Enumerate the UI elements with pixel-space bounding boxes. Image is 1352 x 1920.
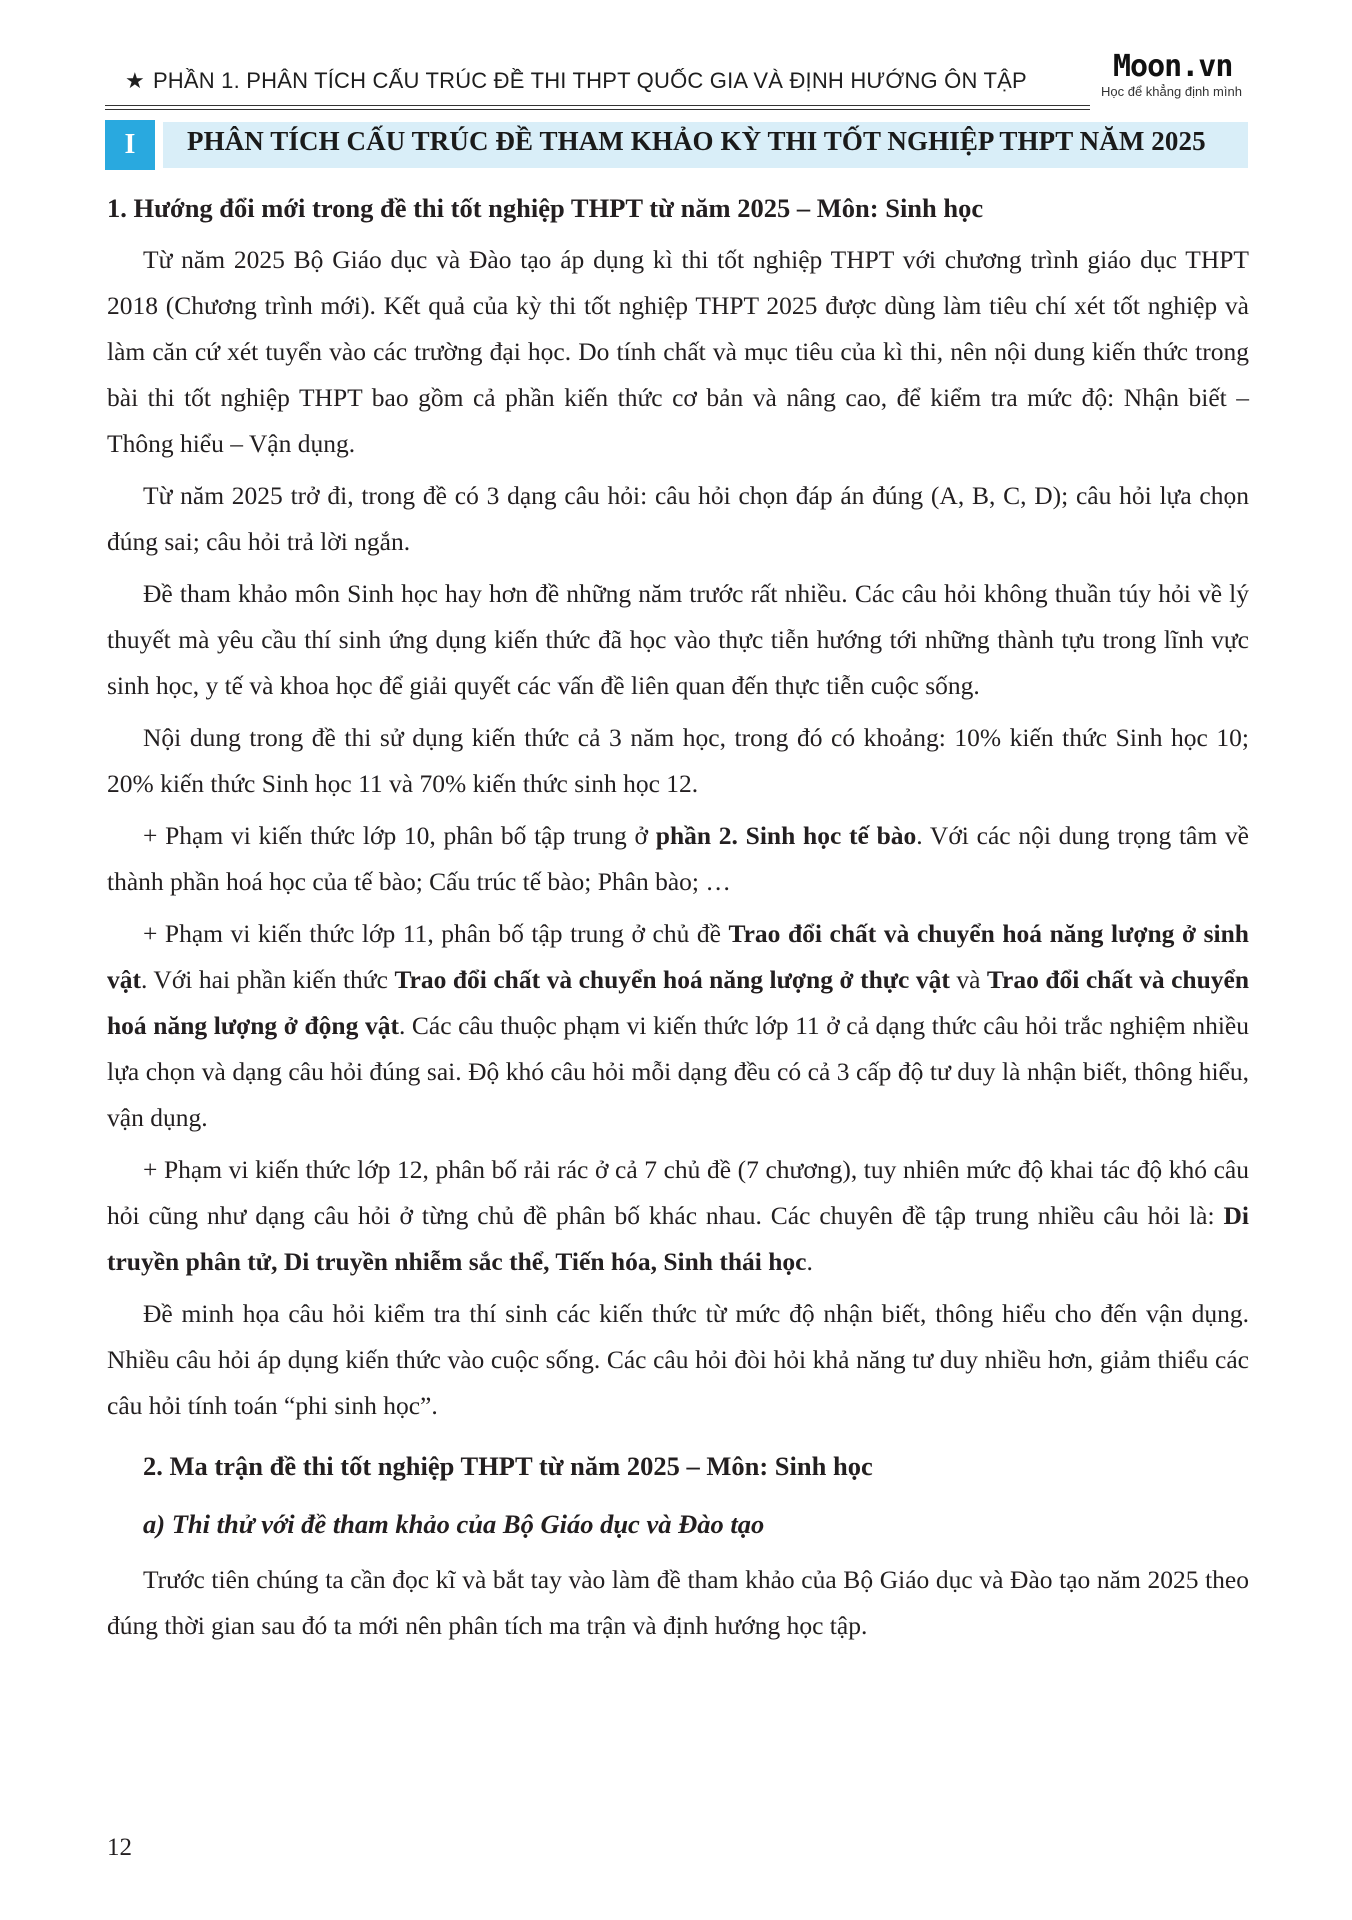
paragraph-practice: Trước tiên chúng ta cần đọc kĩ và bắt tay vào làm đề tham khảo của Bộ Giáo dục và Đào tạo năm 2025 theo đúng thời gian sau đó ta mới nên phân tích ma trận và định hướng học tập. [107, 1565, 1249, 1640]
logo [1095, 50, 1255, 100]
paragraph-grade-11: + Phạm vi kiến thức lớp 11, phân bố tập trung ở chủ đề Trao đổi chất và chuyển hoá năng lượng ở sinh vật. Với hai phần kiến thức Trao đổi chất và chuyển hoá năng lượng ở thực vật và Trao đổi chất và chuyển hoá năng lượng ở động vật. Các câu thuộc phạm vi kiến thức lớp 11 ở cả dạng thức câu hỏi trắc nghiệm nhiều lựa chọn và dạng câu hỏi đúng sai. Độ khó câu hỏi mỗi dạng đều có cả 3 cấp độ tư duy là nhận biết, thông hiểu, vận dụng. [107, 919, 1250, 1132]
heading-2: 2. Ma trận đề thi tốt nghiệp THPT từ năm 2025 – Môn: Sinh học [143, 1451, 873, 1481]
section-number: I [105, 120, 155, 170]
bold-text: phần 2. Sinh học tế bào [655, 821, 917, 850]
header-title-text: PHẦN 1. PHÂN TÍCH CẤU TRÚC ĐỀ THI THPT QUỐC GIA VÀ ĐỊNH HƯỚNG ÔN TẬP [152, 68, 1027, 93]
paragraph-question-types: Từ năm 2025 trở đi, trong đề có 3 dạng câu hỏi: câu hỏi chọn đáp án đúng (A, B, C, D); câu hỏi lựa chọn đúng sai; câu hỏi trả lời ngắn. [107, 481, 1249, 556]
star-icon: ★ [125, 68, 145, 93]
paragraph-knowledge-distribution: Nội dung trong đề thi sử dụng kiến thức cả 3 năm học, trong đó có khoảng: 10% kiến thức Sinh học 10; 20% kiến thức Sinh học 11 và 70% kiến thức sinh học 12. [107, 723, 1249, 798]
heading-1: 1. Hướng đổi mới trong đề thi tốt nghiệp THPT từ năm 2025 – Môn: Sinh học [107, 193, 984, 223]
paragraph-reference-exam: Đề tham khảo môn Sinh học hay hơn đề những năm trước rất nhiều. Các câu hỏi không thuần túy hỏi về lý thuyết mà yêu cầu thí sinh ứng dụng kiến thức đã học vào thực tiễn hướng tới những thành tựu trong lĩnh vực sinh học, y tế và khoa học để giải quyết các vấn đề liên quan đến thực tiễn cuộc sống. [107, 579, 1249, 700]
bold-text: Trao đổi chất và chuyển hoá năng lượng ở sinh vật [107, 919, 1249, 994]
bold-text: Trao đổi chất và chuyển hoá năng lượng ở động vật [107, 965, 1250, 1040]
header-title [125, 68, 1027, 94]
logo-name: Moon.vn [1113, 49, 1233, 84]
section-title: PHÂN TÍCH CẤU TRÚC ĐỀ THAM KHẢO KỲ THI TỐT NGHIỆP THPT NĂM 2025 [187, 126, 1206, 156]
page-header [105, 50, 1248, 112]
bold-text: Di truyền phân tử [107, 1201, 1249, 1276]
paragraph-grade-12: + Phạm vi kiến thức lớp 12, phân bố rải rác ở cả 7 chủ đề (7 chương), tuy nhiên mức độ khai tác độ khó câu hỏi cũng như dạng câu hỏi ở từng chủ đề phân bố khác nhau. Các chuyên đề tập trung nhiều câu hỏi là: Di truyền phân tử, Di truyền nhiễm sắc thể, Tiến hóa, Sinh thái học. [107, 1155, 1249, 1276]
bold-text: Di truyền nhiễm sắc thể [283, 1247, 544, 1276]
page-body [107, 185, 1249, 1649]
paragraph-intro: Từ năm 2025 Bộ Giáo dục và Đào tạo áp dụng kì thi tốt nghiệp THPT với chương trình giáo dục THPT 2018 (Chương trình mới). Kết quả của kỳ thi tốt nghiệp THPT 2025 được dùng làm tiêu chí xét tốt nghiệp và làm căn cứ xét tuyển vào các trường đại học. Do tính chất và mục tiêu của kì thi, nên nội dung kiến thức trong bài thi tốt nghiệp THPT bao gồm cả phần kiến thức cơ bản và nâng cao, để kiểm tra mức độ: Nhận biết – Thông hiểu – Vận dụng. [107, 245, 1249, 458]
heading-3: a) Thi thử với đề tham khảo của Bộ Giáo dục và Đào tạo [143, 1509, 765, 1539]
bold-text: Trao đổi chất và chuyển hoá năng lượng ở thực vật [394, 965, 950, 994]
page-number: 12 [107, 1834, 132, 1861]
header-divider [105, 105, 1090, 110]
paragraph-grade-10: + Phạm vi kiến thức lớp 10, phân bố tập trung ở phần 2. Sinh học tế bào. Với các nội dung trọng tâm về thành phần hoá học của tế bào; Cấu trúc tế bào; Phân bào; … [107, 821, 1249, 896]
paragraph-illustration: Đề minh họa câu hỏi kiểm tra thí sinh các kiến thức từ mức độ nhận biết, thông hiểu cho đến vận dụng. Nhiều câu hỏi áp dụng kiến thức vào cuộc sống. Các câu hỏi đòi hỏi khả năng tư duy nhiều hơn, giảm thiểu các câu hỏi tính toán “phi sinh học”. [107, 1299, 1249, 1420]
bold-text: Tiến hóa [555, 1247, 651, 1276]
section-heading [105, 120, 1248, 170]
bold-text: Sinh thái học [663, 1247, 807, 1276]
logo-tagline: Học để khẳng định mình [1101, 84, 1242, 99]
